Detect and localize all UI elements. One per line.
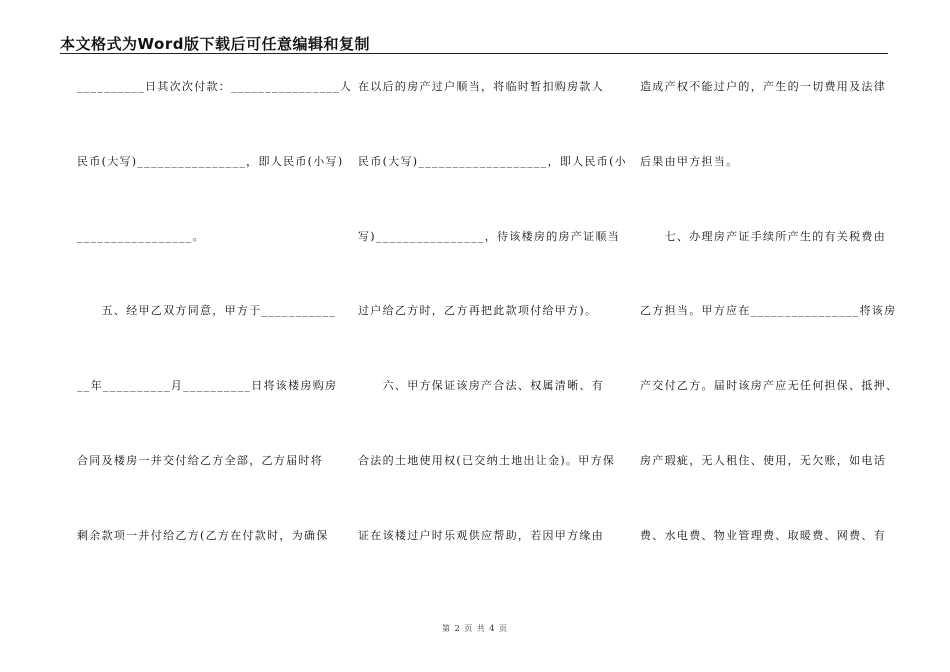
text-line: 产交付乙方。届时该房产应无任何担保、抵押、: [640, 379, 899, 392]
text-line: 合同及楼房一并交付给乙方全部，乙方届时将: [77, 454, 323, 467]
header-rule: [60, 53, 888, 54]
text-line: 房产瑕疵，无人租住、使用，无欠账，如电话: [640, 454, 886, 467]
text-line: 七、办理房产证手续所产生的有关税费由: [640, 230, 886, 243]
text-line: 剩余款项一并付给乙方(乙方在付款时，为确保: [77, 529, 329, 542]
text-line: 造成产权不能过户的，产生的一切费用及法律: [640, 80, 886, 93]
text-line: 五、经甲乙双方同意，甲方于___________: [77, 304, 337, 317]
page-header-title: 本文格式为Word版下载后可任意编辑和复制: [60, 35, 370, 53]
text-line: 六、甲方保证该房产合法、权属清晰、有: [358, 379, 604, 392]
text-line: 乙方担当。甲方应在________________将该房: [640, 304, 897, 317]
page-number-footer: 第 2 页 共 4 页: [442, 624, 508, 633]
text-line: __年__________月__________日将该楼房购房: [77, 379, 338, 392]
text-line: _________________。: [77, 230, 205, 243]
text-line: 在以后的房产过户顺当，将临时暂扣购房款人: [358, 80, 604, 93]
text-line: 合法的土地使用权(已交纳土地出让金)。甲方保: [358, 454, 616, 467]
text-line: 后果由甲方担当。: [640, 155, 739, 168]
text-line: 证在该楼过户时乐观供应帮助，若因甲方缘由: [358, 529, 604, 542]
text-line: 民币(大写)________________，即人民币(小写): [77, 155, 344, 168]
text-line: 写)________________，待该楼房的房产证顺当: [358, 230, 620, 243]
text-line: 民币(大写)___________________，即人民币(小: [358, 155, 627, 168]
text-line: 过户给乙方时，乙方再把此款项付给甲方)。: [358, 304, 598, 317]
text-line: __________日其次次付款：________________人: [77, 80, 353, 93]
text-line: 费、水电费、物业管理费、取暖费、网费、有: [640, 529, 886, 542]
